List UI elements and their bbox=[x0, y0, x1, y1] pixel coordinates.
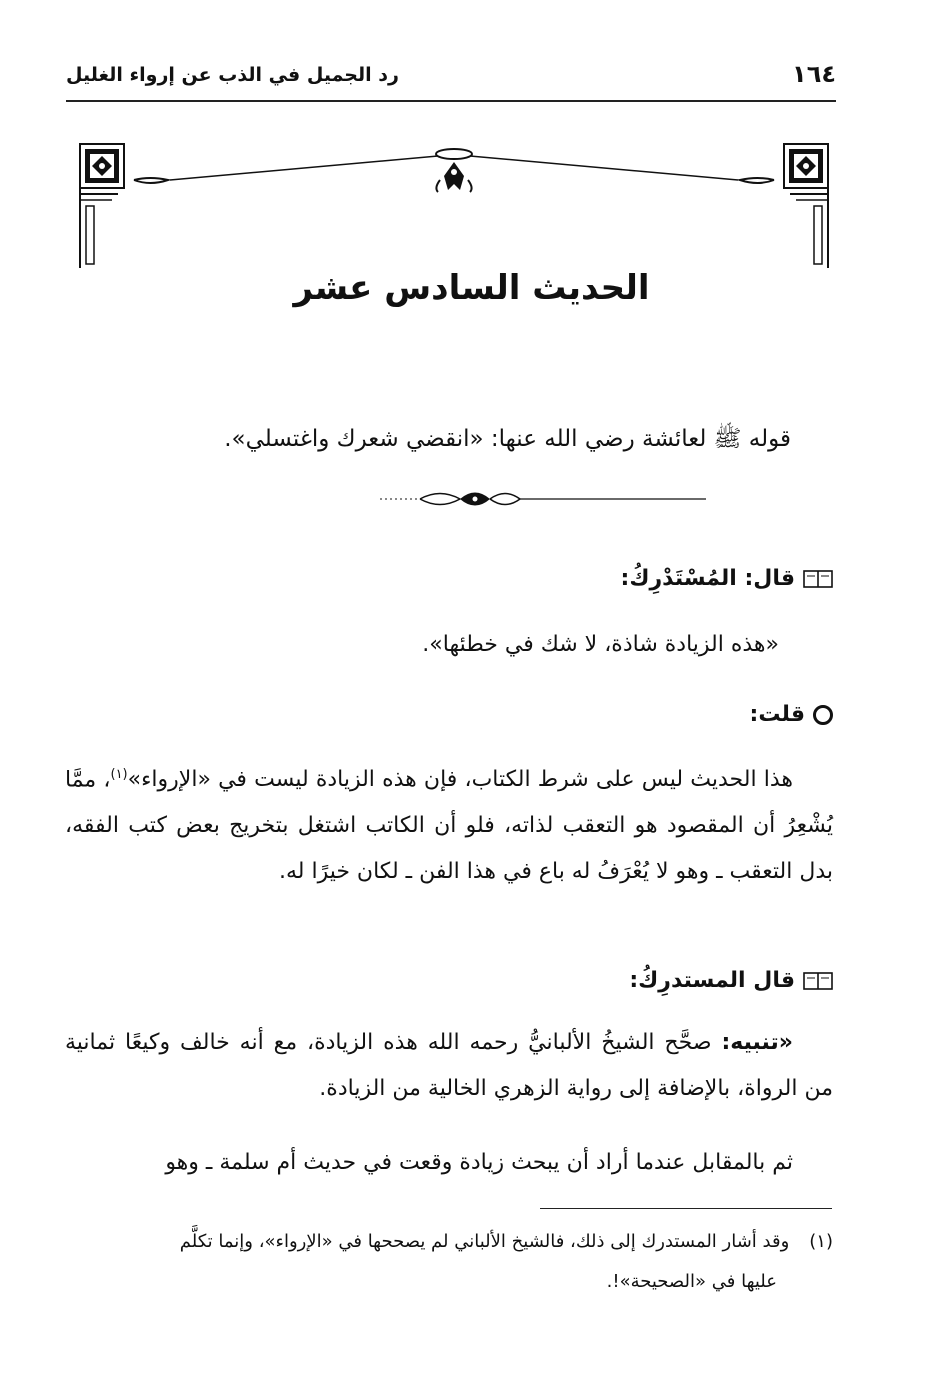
footnote-line-1 bbox=[65, 1222, 833, 1262]
section-label-qultu bbox=[750, 702, 833, 727]
divider-ornament bbox=[380, 484, 710, 514]
response-paragraph-part2: ، ممَّا يُشْعِرُ أن المقصود هو التعقب لذاته، فلو أن الكاتب اشتغل بتخريج بعض كتب الفقه، بدل التعقب ـ وهو لا يُعْرَفُ له باع في هذا الفن ـ لكان خيرًا له. bbox=[65, 767, 833, 885]
continuation-paragraph bbox=[65, 1140, 833, 1186]
right-corner-ornament bbox=[740, 144, 828, 268]
section-label-text: قال المستدرِكُ: bbox=[629, 968, 795, 993]
section-label-text: قال: المُسْتَدْرِكُ: bbox=[620, 566, 795, 591]
section-label-mustadrik-1 bbox=[621, 566, 833, 591]
section-label-text: قلت: bbox=[749, 702, 805, 727]
footnote-line-2: عليها في «الصحيحة»!. bbox=[606, 1271, 777, 1292]
response-paragraph bbox=[65, 752, 833, 895]
hadith-text: قوله ﷺ لعائشة رضي الله عنها: «انقضي شعرك واغتسلي». bbox=[224, 426, 791, 452]
circle-icon bbox=[813, 705, 833, 725]
footnote-line-1-text: وقد أشار المستدرك إلى ذلك، فالشيخ الألباني لم يصححها في «الإرواء»، وإنما تكلَّم bbox=[179, 1231, 790, 1252]
page-number: ١٦٤ bbox=[792, 60, 836, 88]
page-header bbox=[66, 60, 836, 102]
tanbih-text: صحَّح الشيخُ الألبانيُّ رحمه الله هذه الزيادة، مع أنه خالف وكيعًا ثمانية من الرواة، بالإضافة إلى رواية الزهري الخالية من الزيادة. bbox=[65, 1030, 833, 1101]
section-label-mustadrik-2 bbox=[629, 968, 833, 993]
heading-ornament-frame bbox=[78, 140, 830, 280]
footnote-number: (١) bbox=[809, 1231, 833, 1252]
left-corner-ornament bbox=[80, 144, 168, 268]
footnote-separator bbox=[540, 1208, 832, 1209]
hadith-heading: الحديث السادس عشر bbox=[293, 268, 650, 308]
book-icon bbox=[803, 569, 833, 589]
footnote-reference: (١) bbox=[110, 767, 128, 782]
center-ornament bbox=[436, 149, 472, 192]
continuation-text: ثم بالمقابل عندما أراد أن يبحث زيادة وقعت في حديث أم سلمة ـ وهو bbox=[165, 1150, 793, 1175]
running-title: رد الجميل في الذب عن إرواء الغليل bbox=[66, 64, 399, 86]
mustadrik-quote-1: «هذه الزيادة شاذة، لا شك في خطئها». bbox=[422, 632, 779, 657]
response-paragraph-part1: هذا الحديث ليس على شرط الكتاب، فإن هذه الزيادة ليست في «الإرواء» bbox=[127, 767, 793, 793]
tanbih-paragraph bbox=[65, 1020, 833, 1112]
tanbih-lead: «تنبيه: bbox=[721, 1030, 793, 1055]
book-icon bbox=[803, 971, 833, 991]
footnote bbox=[65, 1222, 833, 1302]
